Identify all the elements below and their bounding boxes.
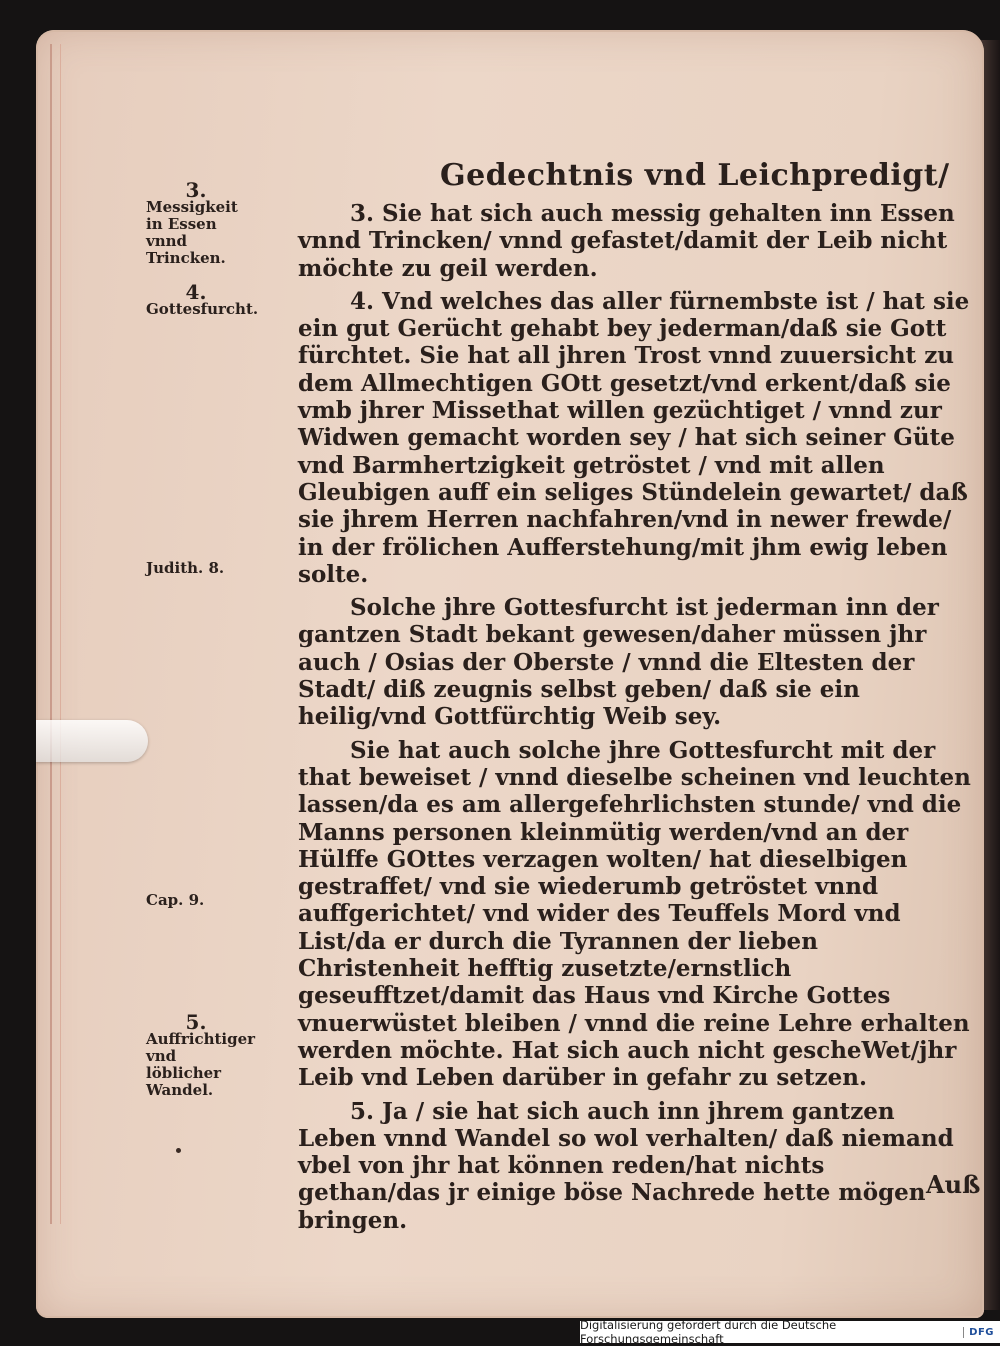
margin-note-text: Gottesfurcht. xyxy=(146,300,259,318)
catchword: Auß xyxy=(926,1170,981,1199)
margin-note-cap xyxy=(146,892,286,909)
margin-note-number: 4. xyxy=(185,280,207,304)
margin-note-number: 3. xyxy=(185,178,207,202)
ink-dot xyxy=(176,1148,181,1153)
body-text xyxy=(298,200,974,1234)
margin-note-5 xyxy=(146,1010,286,1099)
margin-note-text: Judith. 8. xyxy=(146,559,225,577)
paragraph-5: 5. Ja / sie hat sich auch inn jhrem gantzen Leben vnnd Wandel so wol verhalten/ daß niemand vbel von jhr hat können reden/hat nichts gethan/das jr einige böse Nachrede hette mögen bringen. xyxy=(298,1097,954,1234)
paragraph-judith: Solche jhre Gottesfurcht ist jederman inn der gantzen Stadt bekant gewesen/daher müssen jhr auch / Osias der Oberste / vnnd die Eltesten der Stadt/ diß zeugnis selbst geben/ daß sie ein heilig/vnd Gottfürchtig Weib sey. xyxy=(298,594,939,731)
book-page xyxy=(36,30,984,1318)
paragraph-gottesfurcht: Sie hat auch solche jhre Gottesfurcht mit der that beweiset / vnnd dieselbe scheinen vnd leuchten lassen/da es am allergefehrlichsten stunde/ vnd die Manns personen kleinmütig werden/vnd an der Hülffe GOttes verzagen wolten/ hat dieselbigen gestraffet/ vnd sie wiederumb getröstet vnnd auffgerichtet/ vnd wider des Teuffels Mord vnd List/da er durch die Tyrannen der lieben Christenheit hefftig zusetzte/ernstlich geseufftzet/damit das Haus vnd Kirche Gottes vnuerwüstet bleiben / vnnd die reine Lehre erhalten werden möchte. Hat sich auch nicht gescheWet/jhr Leib vnd Leben darüber in gefahr zu setzen. xyxy=(298,736,971,1092)
bookmark-clip xyxy=(36,720,148,762)
page-edge xyxy=(50,44,61,1224)
margin-note-4 xyxy=(146,280,286,318)
margin-note-judith xyxy=(146,560,286,577)
margin-note-text: Messigkeit in Essen vnnd Trincken. xyxy=(146,198,238,267)
page-header: Gedechtnis vnd Leichpredigt/ xyxy=(440,158,950,193)
dfg-logo: DFG xyxy=(963,1327,994,1338)
margin-note-text: Auffrichtiger vnd löblicher Wandel. xyxy=(146,1030,256,1099)
margin-note-3 xyxy=(146,178,286,267)
margin-note-text: Cap. 9. xyxy=(146,891,205,909)
paragraph-4: 4. Vnd welches das aller fürnembste ist / hat sie ein gut Gerücht gehabt bey jederman/daß sie Gott fürchtet. Sie hat all jhren Trost vnnd zuuersicht zu dem Allmechtigen GOtt gesetzt/vnd erkent/daß sie vmb jhrer Missethat willen gezüchtiget / vnnd zur Widwen gemacht worden sey / hat sich seiner Güte vnd Barmhertzigkeit getröstet / vnd mit allen Gleubigen auff ein seliges Stündelein gewartet/ daß sie jhrem Herren nachfahren/vnd in newer frewde/ in der frölichen Aufferstehung/mit jhm ewig leben solte. xyxy=(298,287,970,588)
footer-credit: Digitalisierung gefördert durch die Deutsche Forschungsgemeinschaft xyxy=(580,1318,837,1346)
margin-note-number: 5. xyxy=(185,1010,207,1034)
paragraph-3: 3. Sie hat sich auch messig gehalten inn Essen vnnd Trincken/ vnnd gefastet/damit der Leib nicht möchte zu geil werden. xyxy=(298,200,955,282)
footer-bar xyxy=(580,1318,1000,1346)
